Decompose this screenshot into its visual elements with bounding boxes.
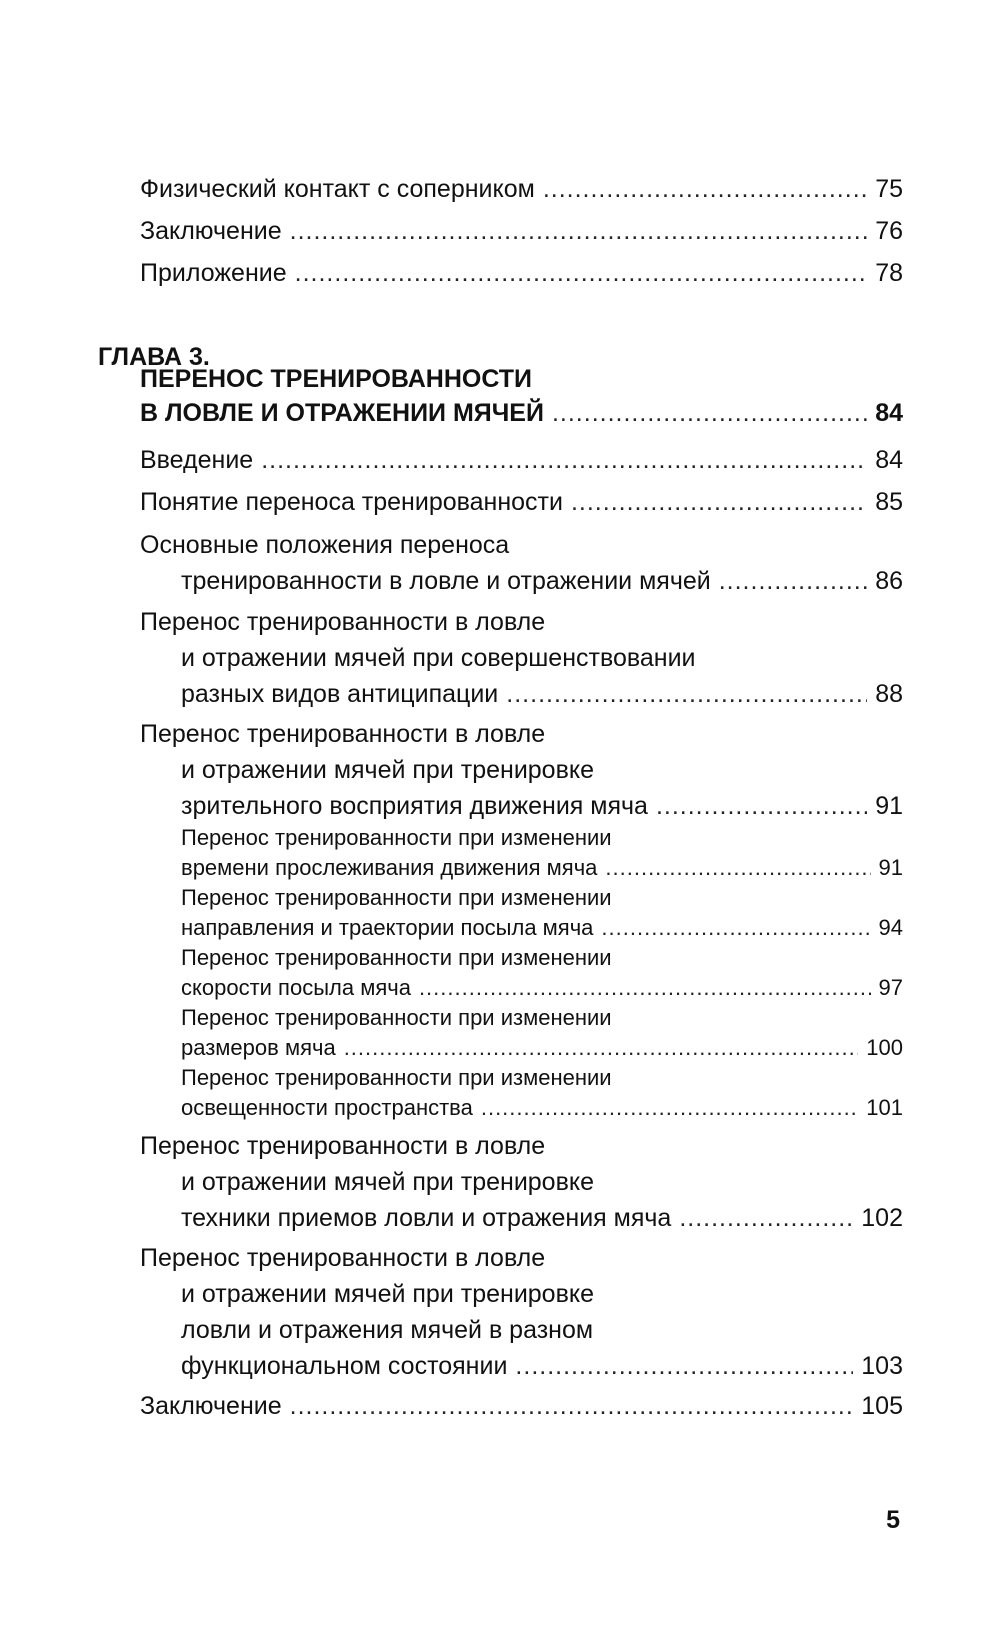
toc-entry (140, 213, 903, 249)
toc-entry (140, 716, 903, 824)
toc-entry-line: и отражении мячей при совершенствовании (181, 644, 696, 672)
toc-subentry-title: времени прослеживания движения мяча (181, 855, 598, 880)
toc-entry-page: 103 (861, 1352, 903, 1380)
toc-subentry (181, 823, 903, 883)
chapter-label: ГЛАВА 3. (98, 343, 210, 371)
toc-subentry-page: 91 (878, 855, 903, 880)
toc-entry-title: Введение (140, 446, 254, 474)
toc-entry-title: Приложение (140, 259, 287, 287)
leader-dots (571, 484, 867, 520)
chapter-title-line: В ЛОВЛЕ И ОТРАЖЕНИИ МЯЧЕЙ (140, 399, 544, 427)
toc-entry-title: функциональном состоянии (181, 1352, 508, 1380)
leader-dots (601, 913, 870, 943)
leader-dots (552, 396, 867, 430)
leader-dots (261, 442, 867, 478)
leader-dots (344, 1033, 859, 1063)
toc-subentry-page: 100 (866, 1035, 903, 1060)
leader-dots (605, 853, 870, 883)
leader-dots (295, 255, 868, 291)
leader-dots (419, 973, 871, 1003)
toc-entry-line: Перенос тренированности в ловле (140, 1132, 546, 1160)
toc-entry-line: и отражении мячей при тренировке (181, 1168, 594, 1196)
toc-entry-title: Заключение (140, 1392, 282, 1420)
toc-entry-line: и отражении мячей при тренировке (181, 756, 594, 784)
toc-entry-title: Заключение (140, 217, 282, 245)
toc-entry-page: 86 (875, 567, 903, 595)
toc-entry-page: 102 (861, 1204, 903, 1232)
toc-entry-line: Перенос тренированности в ловле (140, 608, 546, 636)
toc-entry-title: Физический контакт с соперником (140, 175, 535, 203)
leader-dots (679, 1200, 853, 1236)
leader-dots (506, 676, 867, 712)
toc-subentry-title: скорости посыла мяча (181, 975, 411, 1000)
toc-subentry-line: Перенос тренированности при изменении (181, 885, 612, 910)
toc-entry (140, 1388, 903, 1424)
toc-subentry-page: 94 (878, 915, 903, 940)
toc-entry-line: Основные положения переноса (140, 531, 510, 559)
toc-entry-title: тренированности в ловле и отражении мячей (181, 567, 711, 595)
toc-subentry-line: Перенос тренированности при изменении (181, 945, 612, 970)
toc-entry (140, 171, 903, 207)
toc-entry (140, 484, 903, 520)
toc-subentry (181, 1003, 903, 1063)
leader-dots (719, 563, 867, 599)
chapter-page: 84 (875, 399, 903, 427)
leader-dots (656, 788, 867, 824)
chapter-title-line: ПЕРЕНОС ТРЕНИРОВАННОСТИ (140, 365, 533, 393)
toc-entry-title: Понятие переноса тренированности (140, 488, 563, 516)
toc-subentry (181, 1063, 903, 1123)
toc-subentry-line: Перенос тренированности при изменении (181, 825, 612, 850)
toc-subentry (181, 883, 903, 943)
leader-dots (290, 1388, 854, 1424)
leader-dots (290, 213, 868, 249)
toc-subentry (181, 943, 903, 1003)
toc-entry (140, 255, 903, 291)
toc-entry-title: зрительного восприятия движения мяча (181, 792, 648, 820)
toc-entry-line: Перенос тренированности в ловле (140, 720, 546, 748)
toc-entry-page: 75 (875, 175, 903, 203)
leader-dots (481, 1093, 858, 1123)
toc-subentry-title: направления и траектории посыла мяча (181, 915, 594, 940)
toc-subentry-line: Перенос тренированности при изменении (181, 1005, 612, 1030)
toc-entry-title: разных видов антиципации (181, 680, 499, 708)
toc-entry-page: 91 (875, 792, 903, 820)
toc-entry-line: Перенос тренированности в ловле (140, 1244, 546, 1272)
toc-subentry-page: 101 (866, 1095, 903, 1120)
toc-subentry-title: освещенности пространства (181, 1095, 473, 1120)
toc-entry-page: 84 (875, 446, 903, 474)
toc-entry-page: 76 (875, 217, 903, 245)
toc-entry (140, 442, 903, 478)
toc-entry (140, 1240, 903, 1384)
leader-dots (515, 1348, 853, 1384)
page-number: 5 (886, 1506, 900, 1534)
toc-entry-line: ловли и отражения мячей в разном (181, 1316, 594, 1344)
toc-entry-page: 88 (875, 680, 903, 708)
toc-entry-page: 85 (875, 488, 903, 516)
toc-entry-page: 78 (875, 259, 903, 287)
toc-entry (140, 527, 903, 599)
toc-entry (140, 604, 903, 712)
toc-entry-page: 105 (861, 1392, 903, 1420)
toc-entry-title: техники приемов ловли и отражения мяча (181, 1204, 672, 1232)
toc-entry (140, 1128, 903, 1236)
toc-subentry-line: Перенос тренированности при изменении (181, 1065, 612, 1090)
toc-entry-line: и отражении мячей при тренировке (181, 1280, 594, 1308)
toc-subentry-page: 97 (878, 975, 903, 1000)
chapter-title (140, 362, 903, 430)
toc-subentry-title: размеров мяча (181, 1035, 336, 1060)
leader-dots (543, 171, 867, 207)
